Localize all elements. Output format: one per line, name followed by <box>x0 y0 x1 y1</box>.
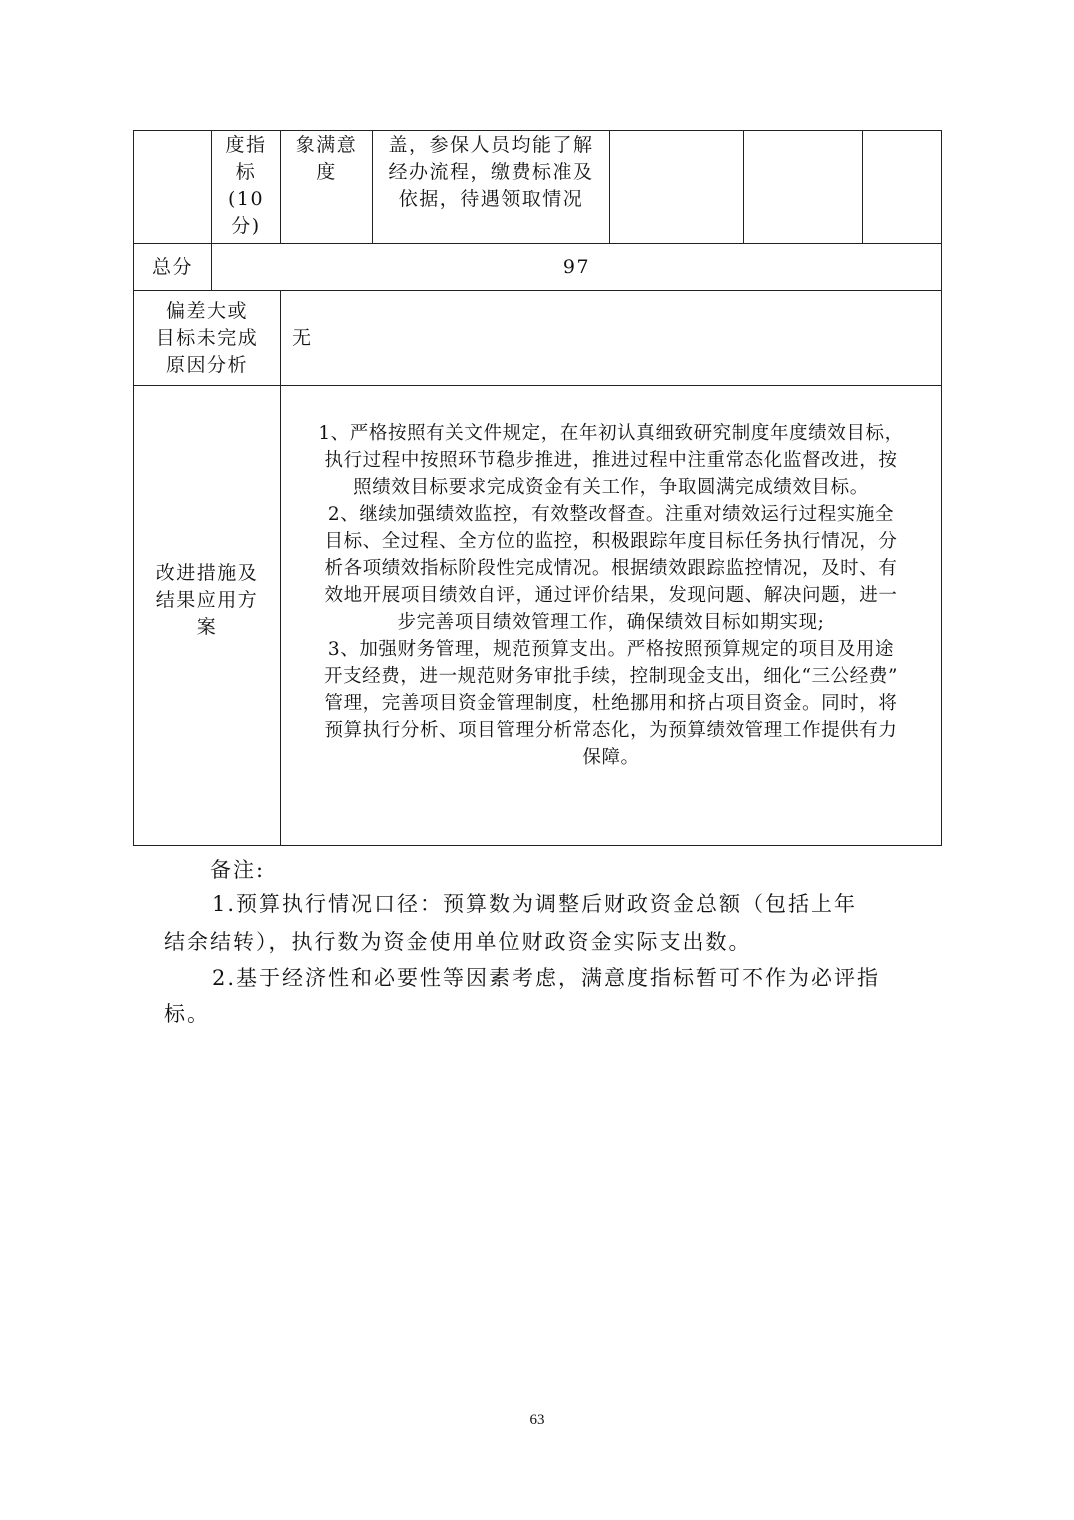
deviation-value-cell <box>292 291 932 385</box>
deviation-label-cell <box>134 291 280 385</box>
sub-indicator-line: 度 <box>316 161 337 183</box>
measure-line: 析各项绩效指标阶段性完成情况。根据绩效跟踪监控情况，及时、有 <box>324 558 898 579</box>
total-label: 总分 <box>151 255 193 278</box>
measure-line: 执行过程中按照环节稳步推进，推进过程中注重常态化监督改进，按 <box>324 450 898 471</box>
total-value-cell <box>212 244 941 290</box>
deviation-label-line: 目标未完成 <box>155 326 259 349</box>
measure-line: 1、严格按照有关文件规定，在年初认真细致研究制度年度绩效目标， <box>318 423 904 444</box>
content-line: 经办流程，缴费标准及 <box>388 161 594 183</box>
measure-line: 3、加强财务管理，规范预算支出。严格按照预算规定的项目及用途 <box>327 639 895 660</box>
note-line: 2.基于经济性和必要性等因素考虑，满意度指标暂可不作为必评指 <box>212 966 881 990</box>
total-value: 97 <box>562 255 591 278</box>
measure-line: 管理，完善项目资金管理制度，杜绝挪用和挤占项目资金。同时，将 <box>324 693 898 714</box>
note-line: 结余结转），执行数为资金使用单位财政资金实际支出数。 <box>164 930 752 954</box>
improvement-measures-text <box>290 420 932 771</box>
indicator-line: 标 <box>235 161 257 183</box>
note-line: 标。 <box>164 1002 210 1026</box>
improvement-label-cell <box>134 386 280 845</box>
content-line: 盖，参保人员均能了解 <box>388 134 594 156</box>
indicator-content-cell <box>373 131 609 243</box>
measure-line: 开支经费，进一规范财务审批手续，控制现金支出，细化“三公经费” <box>323 666 899 687</box>
measure-line: 保障。 <box>582 747 640 768</box>
improvement-label-line: 结果应用方 <box>155 589 259 611</box>
deviation-label-line: 偏差大或 <box>165 299 248 322</box>
sub-indicator-cell <box>281 131 372 243</box>
notes-heading: 备注: <box>210 858 266 882</box>
deviation-value: 无 <box>292 326 313 349</box>
total-label-cell <box>134 244 211 290</box>
measure-line: 效地开展项目绩效自评，通过评价结果，发现问题、解决问题，进一 <box>324 585 898 606</box>
indicator-line: 分) <box>231 215 261 237</box>
sub-indicator-line: 象满意 <box>295 134 358 156</box>
deviation-label-line: 原因分析 <box>165 353 248 376</box>
measure-line: 预算执行分析、项目管理分析常态化，为预算绩效管理工作提供有力 <box>324 720 898 741</box>
improvement-label-line: 案 <box>196 616 218 638</box>
indicator-cell <box>212 131 280 243</box>
page-number: 63 <box>529 1412 545 1428</box>
measure-line: 照绩效目标要求完成资金有关工作，争取圆满完成绩效目标。 <box>353 477 869 498</box>
measure-line: 2、继续加强绩效监控，有效整改督查。注重对绩效运行过程实施全 <box>327 504 895 525</box>
content-line: 依据，待遇领取情况 <box>398 188 584 210</box>
indicator-line: (10 <box>227 188 265 210</box>
indicator-line: 度指 <box>225 134 267 156</box>
measure-line: 步完善项目绩效管理工作，确保绩效目标如期实现; <box>397 612 825 633</box>
note-line: 1.预算执行情况口径：预算数为调整后财政资金总额（包括上年 <box>212 892 858 916</box>
measure-line: 目标、全过程、全方位的监控，积极跟踪年度目标任务执行情况，分 <box>324 531 898 552</box>
improvement-label-line: 改进措施及 <box>155 562 259 584</box>
